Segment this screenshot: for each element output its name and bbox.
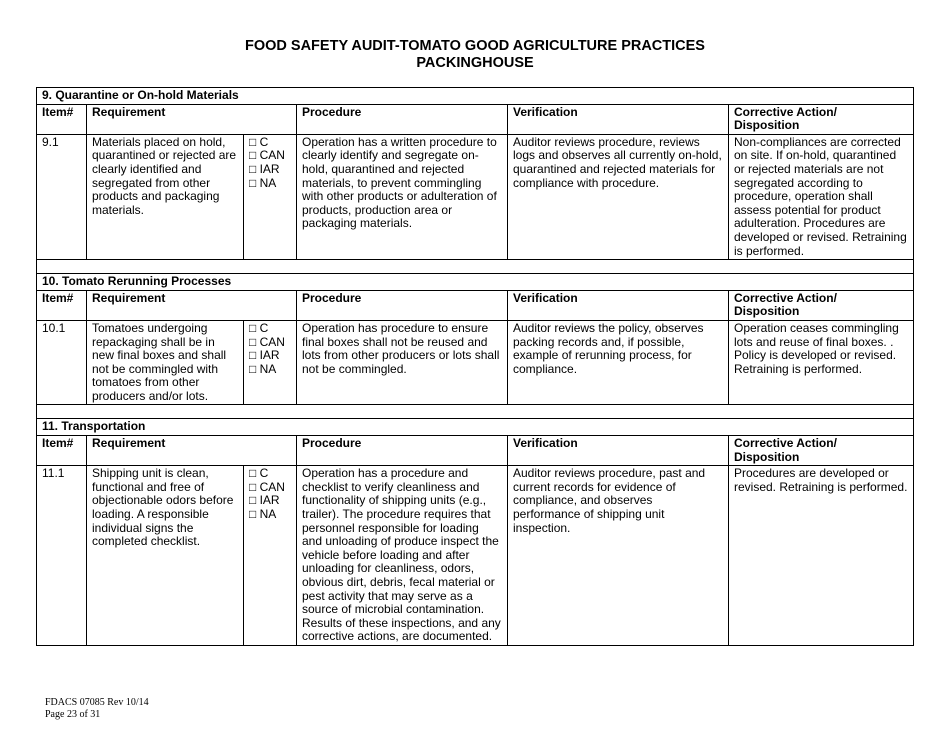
section-header: [37, 419, 914, 436]
verification-text: Auditor reviews the policy, observes packing records and, if possible, example of rerunning process, for compliance.: [508, 320, 729, 405]
section-title: 11. Transportation: [37, 419, 914, 436]
title-line-2: PACKINGHOUSE: [416, 55, 534, 71]
compliance-options: [244, 134, 297, 259]
section-header: [37, 88, 914, 105]
form-id: FDACS 07085 Rev 10/14: [45, 697, 149, 708]
col-item: Item#: [37, 104, 87, 134]
col-requirement: Requirement: [87, 436, 244, 466]
col-corrective-line1: Corrective Action/: [734, 104, 837, 119]
col-corrective: [729, 436, 914, 466]
col-corrective-line1: Corrective Action/: [734, 290, 837, 305]
option-iar-checkbox[interactable]: □ IAR: [249, 348, 280, 363]
item-number: 9.1: [37, 134, 87, 259]
corrective-text: Procedures are developed or revised. Retraining is performed.: [729, 466, 914, 646]
document-title: [0, 38, 950, 72]
verification-text: Auditor reviews procedure, reviews logs and observes all currently on-hold, quarantined and rejected materials for compliance with procedure.: [508, 134, 729, 259]
page-number: Page 23 of 31: [45, 709, 101, 720]
section-spacer: [37, 405, 914, 419]
col-corrective: [729, 104, 914, 134]
requirement-text: Shipping unit is clean, functional and free of objectionable odors before loading. A responsible individual signs the completed checklist.: [87, 466, 244, 646]
col-requirement: Requirement: [87, 104, 244, 134]
requirement-text: Tomatoes undergoing repackaging shall be in new final boxes and shall not be commingled with tomatoes from other producers and/or lots.: [87, 320, 244, 405]
option-c-checkbox[interactable]: □ C: [249, 134, 269, 149]
table-row: [37, 134, 914, 259]
col-corrective-line2: Disposition: [734, 449, 800, 464]
col-options-blank: [244, 436, 297, 466]
option-can-checkbox[interactable]: □ CAN: [249, 334, 285, 349]
corrective-text: Operation ceases commingling lots and reuse of final boxes. . Policy is developed or revised. Retraining is performed.: [729, 320, 914, 405]
procedure-text: Operation has a procedure and checklist to verify cleanliness and functionality of shipping units (e.g., trailer). The procedure requires that personnel responsible for loading and unloading of produce inspect the vehicle before loading and after unloading for cleanliness, odors, obvious dirt, debris, fecal material or pest activity that may serve as a source of microbial contamination. Results of these inspections, and any corrective actions, are documented.: [297, 466, 508, 646]
requirement-text: Materials placed on hold, quarantined or rejected are clearly identified and segregated from other products and packaging materials.: [87, 134, 244, 259]
option-c-checkbox[interactable]: □ C: [249, 466, 269, 481]
col-verification: Verification: [508, 436, 729, 466]
col-verification: Verification: [508, 104, 729, 134]
option-iar-checkbox[interactable]: □ IAR: [249, 161, 280, 176]
page-footer: [45, 697, 149, 721]
section-title: 9. Quarantine or On-hold Materials: [37, 88, 914, 105]
option-iar-checkbox[interactable]: □ IAR: [249, 493, 280, 508]
table-row: [37, 320, 914, 405]
col-requirement: Requirement: [87, 290, 244, 320]
column-header-row: [37, 290, 914, 320]
col-verification: Verification: [508, 290, 729, 320]
item-number: 11.1: [37, 466, 87, 646]
col-procedure: Procedure: [297, 104, 508, 134]
col-corrective: [729, 290, 914, 320]
option-na-checkbox[interactable]: □ NA: [249, 175, 277, 190]
col-item: Item#: [37, 436, 87, 466]
option-can-checkbox[interactable]: □ CAN: [249, 479, 285, 494]
col-options-blank: [244, 104, 297, 134]
col-procedure: Procedure: [297, 436, 508, 466]
option-na-checkbox[interactable]: □ NA: [249, 507, 277, 522]
col-corrective-line2: Disposition: [734, 118, 800, 133]
col-corrective-line2: Disposition: [734, 304, 800, 319]
title-line-1: FOOD SAFETY AUDIT-TOMATO GOOD AGRICULTURE PRACTICES: [245, 38, 705, 54]
col-options-blank: [244, 290, 297, 320]
table-row: [37, 466, 914, 646]
option-c-checkbox[interactable]: □ C: [249, 320, 269, 335]
col-procedure: Procedure: [297, 290, 508, 320]
option-na-checkbox[interactable]: □ NA: [249, 361, 277, 376]
section-header: [37, 274, 914, 291]
section-spacer: [37, 260, 914, 274]
section-title: 10. Tomato Rerunning Processes: [37, 274, 914, 291]
col-item: Item#: [37, 290, 87, 320]
audit-table: [36, 87, 914, 646]
compliance-options: [244, 466, 297, 646]
compliance-options: [244, 320, 297, 405]
column-header-row: [37, 104, 914, 134]
option-can-checkbox[interactable]: □ CAN: [249, 148, 285, 163]
procedure-text: Operation has procedure to ensure final boxes shall not be reused and lots from other producers or lots shall not be commingled.: [297, 320, 508, 405]
corrective-text: Non-compliances are corrected on site. If on-hold, quarantined or rejected materials are not segregated according to procedure, operation shall assess potential for product adulteration. Procedures are developed or revised. Retraining is performed.: [729, 134, 914, 259]
column-header-row: [37, 436, 914, 466]
item-number: 10.1: [37, 320, 87, 405]
verification-text: Auditor reviews procedure, past and current records for evidence of compliance, and observes performance of shipping unit inspection.: [508, 466, 729, 646]
procedure-text: Operation has a written procedure to clearly identify and segregate on-hold, quarantined and rejected materials, to prevent commingling with other products or adulteration of products, production area or packaging materials.: [297, 134, 508, 259]
col-corrective-line1: Corrective Action/: [734, 436, 837, 451]
